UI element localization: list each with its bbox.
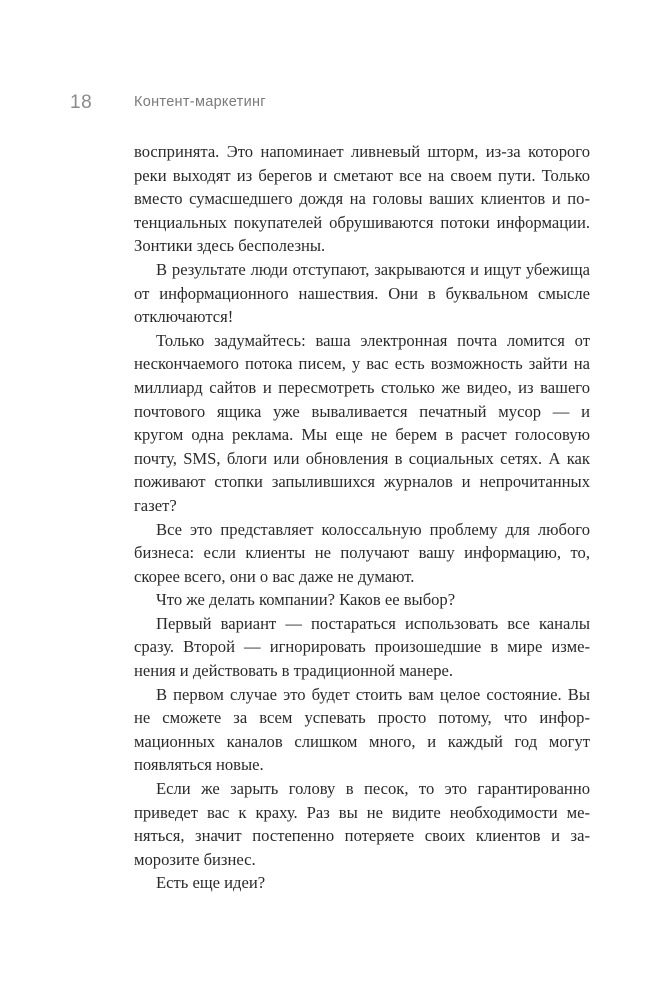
page-number: 18 — [70, 92, 93, 113]
paragraph: В первом случае это будет стоить вам целое состояние. Вы не сможете за всем успевать просто потому, что информационных каналов слишком много, и каждый год могут появляться новые. — [134, 684, 590, 775]
paragraph: В результате люди отступают, закрываются и ищут убежища от информационного нашествия. Они в буквальном смысле отключаются! — [134, 259, 590, 327]
body-text — [134, 140, 590, 895]
paragraph: Что же делать компании? Каков ее выбор? — [156, 590, 456, 610]
paragraph: воспринята. Это напоминает ливневый шторм, из-за которого реки выходят из берегов и сметают все на своем пути. Только вместо сумасшедшего дождя на головы ваших клиентов и потенциальных покупателей обрушиваются потоки информации. Зонтики здесь бесполезны. — [134, 142, 590, 256]
paragraph: Все это представляет колоссальную проблему для любого бизнеса: если клиенты не получают вашу информацию, то, скорее всего, они о вас даже не думают. — [134, 519, 590, 586]
page-header — [0, 92, 672, 122]
paragraph: Только задумайтесь: ваша электронная почта ломится от нескончаемого потока писем, у вас есть возможность зайти на миллиард сайтов и пересмотреть столько же видео, из вашего почтового ящика уже вываливается печатный мусор — и кругом одна реклама. Мы еще не берем в расчет голосовую почту, SMS, блоги или обновления в социальных сетях. А как поживают стопки запылившихся журналов и непрочитанных газет? — [134, 330, 590, 515]
paragraph: Первый вариант — постараться использовать все каналы сразу. Второй — игнорировать произошедшие в мире изменения и действовать в традиционной манере. — [134, 613, 590, 681]
running-head: Контент-маркетинг — [134, 94, 266, 110]
paragraph: Если же зарыть голову в песок, то это гарантированно приведет вас к краху. Раз вы не видите необходимости меняться, значит постепенно потеряете своих клиентов и заморозите бизнес. — [134, 779, 590, 869]
paragraph: Есть еще идеи? — [156, 873, 266, 893]
